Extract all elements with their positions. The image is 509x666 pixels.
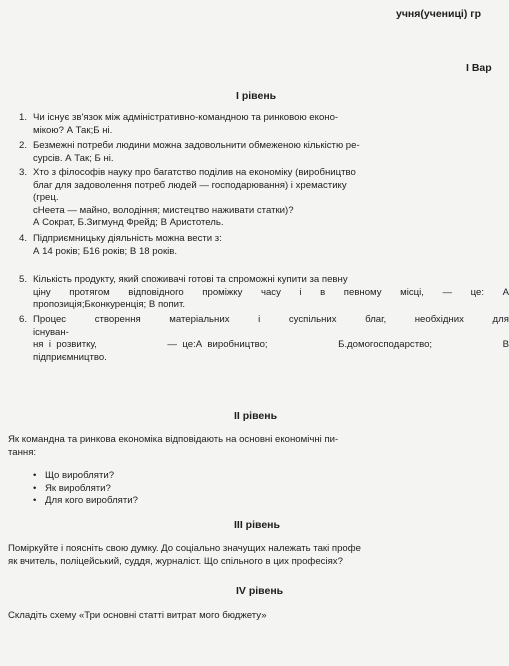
question-2: [19, 140, 360, 165]
level3-text: [8, 543, 361, 568]
text-line: тання:: [8, 446, 37, 458]
question-line: мікою? А Так;Б ні.: [33, 124, 113, 136]
word: місці,: [400, 286, 424, 298]
word: створення: [94, 314, 141, 325]
question-4: [19, 233, 222, 258]
variant-heading: І Вар: [466, 62, 492, 74]
question-line: Чи існує зв'язок між адміністративно-командною та ринковою еконо-: [33, 112, 339, 123]
question-line: А 14 років; Б16 років; В 18 років.: [33, 245, 178, 257]
list-item-text: Як виробляти?: [45, 482, 111, 494]
word: ціну: [33, 286, 51, 298]
list-item-text: Для кого виробляти?: [45, 495, 138, 506]
question-line: Підприємницьку діяльність можна вести з:: [33, 233, 222, 244]
question-line: пропозиція;Бконкуренція; В попит.: [33, 299, 186, 310]
question-line: існуван-: [33, 326, 69, 338]
list-item: [33, 470, 138, 483]
word: — це:А виробництво;: [167, 339, 268, 350]
word: для: [492, 314, 509, 325]
word: В: [502, 339, 509, 350]
word: часу: [260, 286, 281, 298]
bullet-icon: •: [33, 482, 37, 494]
bullet-icon: •: [33, 470, 37, 481]
word: Б.домогосподарство;: [338, 339, 433, 350]
list-item: [33, 483, 138, 496]
word: і: [299, 286, 302, 298]
level2-intro: [8, 434, 338, 459]
question-number: 4.: [19, 233, 28, 244]
list-item: [33, 495, 138, 508]
question-line: Кількість продукту, який споживачі готові та спроможні купити за певну: [33, 274, 348, 285]
question-1: [19, 112, 339, 137]
question-3: [19, 167, 356, 230]
list-item-text: Що виробляти?: [45, 470, 115, 481]
question-number: 5.: [19, 274, 28, 285]
question-line: Хто з філософів науку про багатство поділив на економіку (виробництво: [33, 167, 356, 178]
question-number: 1.: [19, 112, 28, 123]
level2-list: [33, 470, 138, 508]
question-line: благ для задоволення потреб людей — господарювання) і хремастику: [33, 179, 347, 191]
question-line: Безмежні потреби людини можна задовольнити обмеженою кількістю ре-: [33, 140, 360, 151]
word: проміжку: [202, 286, 243, 298]
level4-text: Складіть схему «Три основні статті витрат мого бюджету»: [8, 610, 267, 621]
bullet-icon: •: [33, 495, 37, 506]
word: суспільних: [288, 314, 337, 325]
word: ня і розвитку,: [33, 339, 97, 350]
word: —: [442, 286, 453, 298]
question-6: [19, 314, 509, 364]
question-line-justified: [33, 314, 509, 327]
question-line: підприємництво.: [33, 351, 107, 363]
word: матеріальних: [169, 314, 230, 325]
word: А: [502, 286, 509, 298]
question-number: 3.: [19, 167, 28, 178]
question-line-justified: [33, 339, 509, 352]
level2-title: ІІ рівень: [234, 410, 278, 422]
level4-title: ІV рівень: [236, 585, 284, 597]
word: і: [258, 314, 261, 325]
question-line: сурсів. А Так; Б ні.: [33, 152, 114, 164]
text-line: Поміркуйте і поясніть свою думку. До соціально значущих належать такі профе: [8, 543, 361, 554]
text-line: Як командна та ринкова економіка відповідають на основні економічні пи-: [8, 434, 339, 445]
word: певному: [343, 286, 382, 298]
question-line: сНеета — майно, володіння; мистецтво наживати статки)?: [33, 204, 294, 216]
question-5: [19, 274, 509, 312]
student-name-heading: учня(учениці) гр: [396, 8, 482, 20]
word: протягом: [69, 286, 110, 298]
word: необхідних: [414, 314, 464, 325]
text-line: як вчитель, поліцейський, суддя, журналіст. Що спільного в цих професіях?: [8, 555, 343, 567]
question-number: 6.: [19, 314, 28, 325]
question-line: (грец.: [33, 192, 59, 203]
question-line: А Сократ, Б.Зигмунд Фрейд; В Аристотель.: [33, 217, 224, 228]
question-line-justified: [33, 287, 509, 300]
word: відповідного: [128, 286, 184, 298]
word: Процес: [33, 314, 67, 325]
word: в: [320, 286, 326, 298]
level1-title: І рівень: [236, 90, 277, 102]
question-number: 2.: [19, 140, 28, 151]
word: це:: [470, 286, 485, 298]
level3-title: ІІІ рівень: [234, 519, 280, 531]
word: благ,: [365, 314, 387, 325]
